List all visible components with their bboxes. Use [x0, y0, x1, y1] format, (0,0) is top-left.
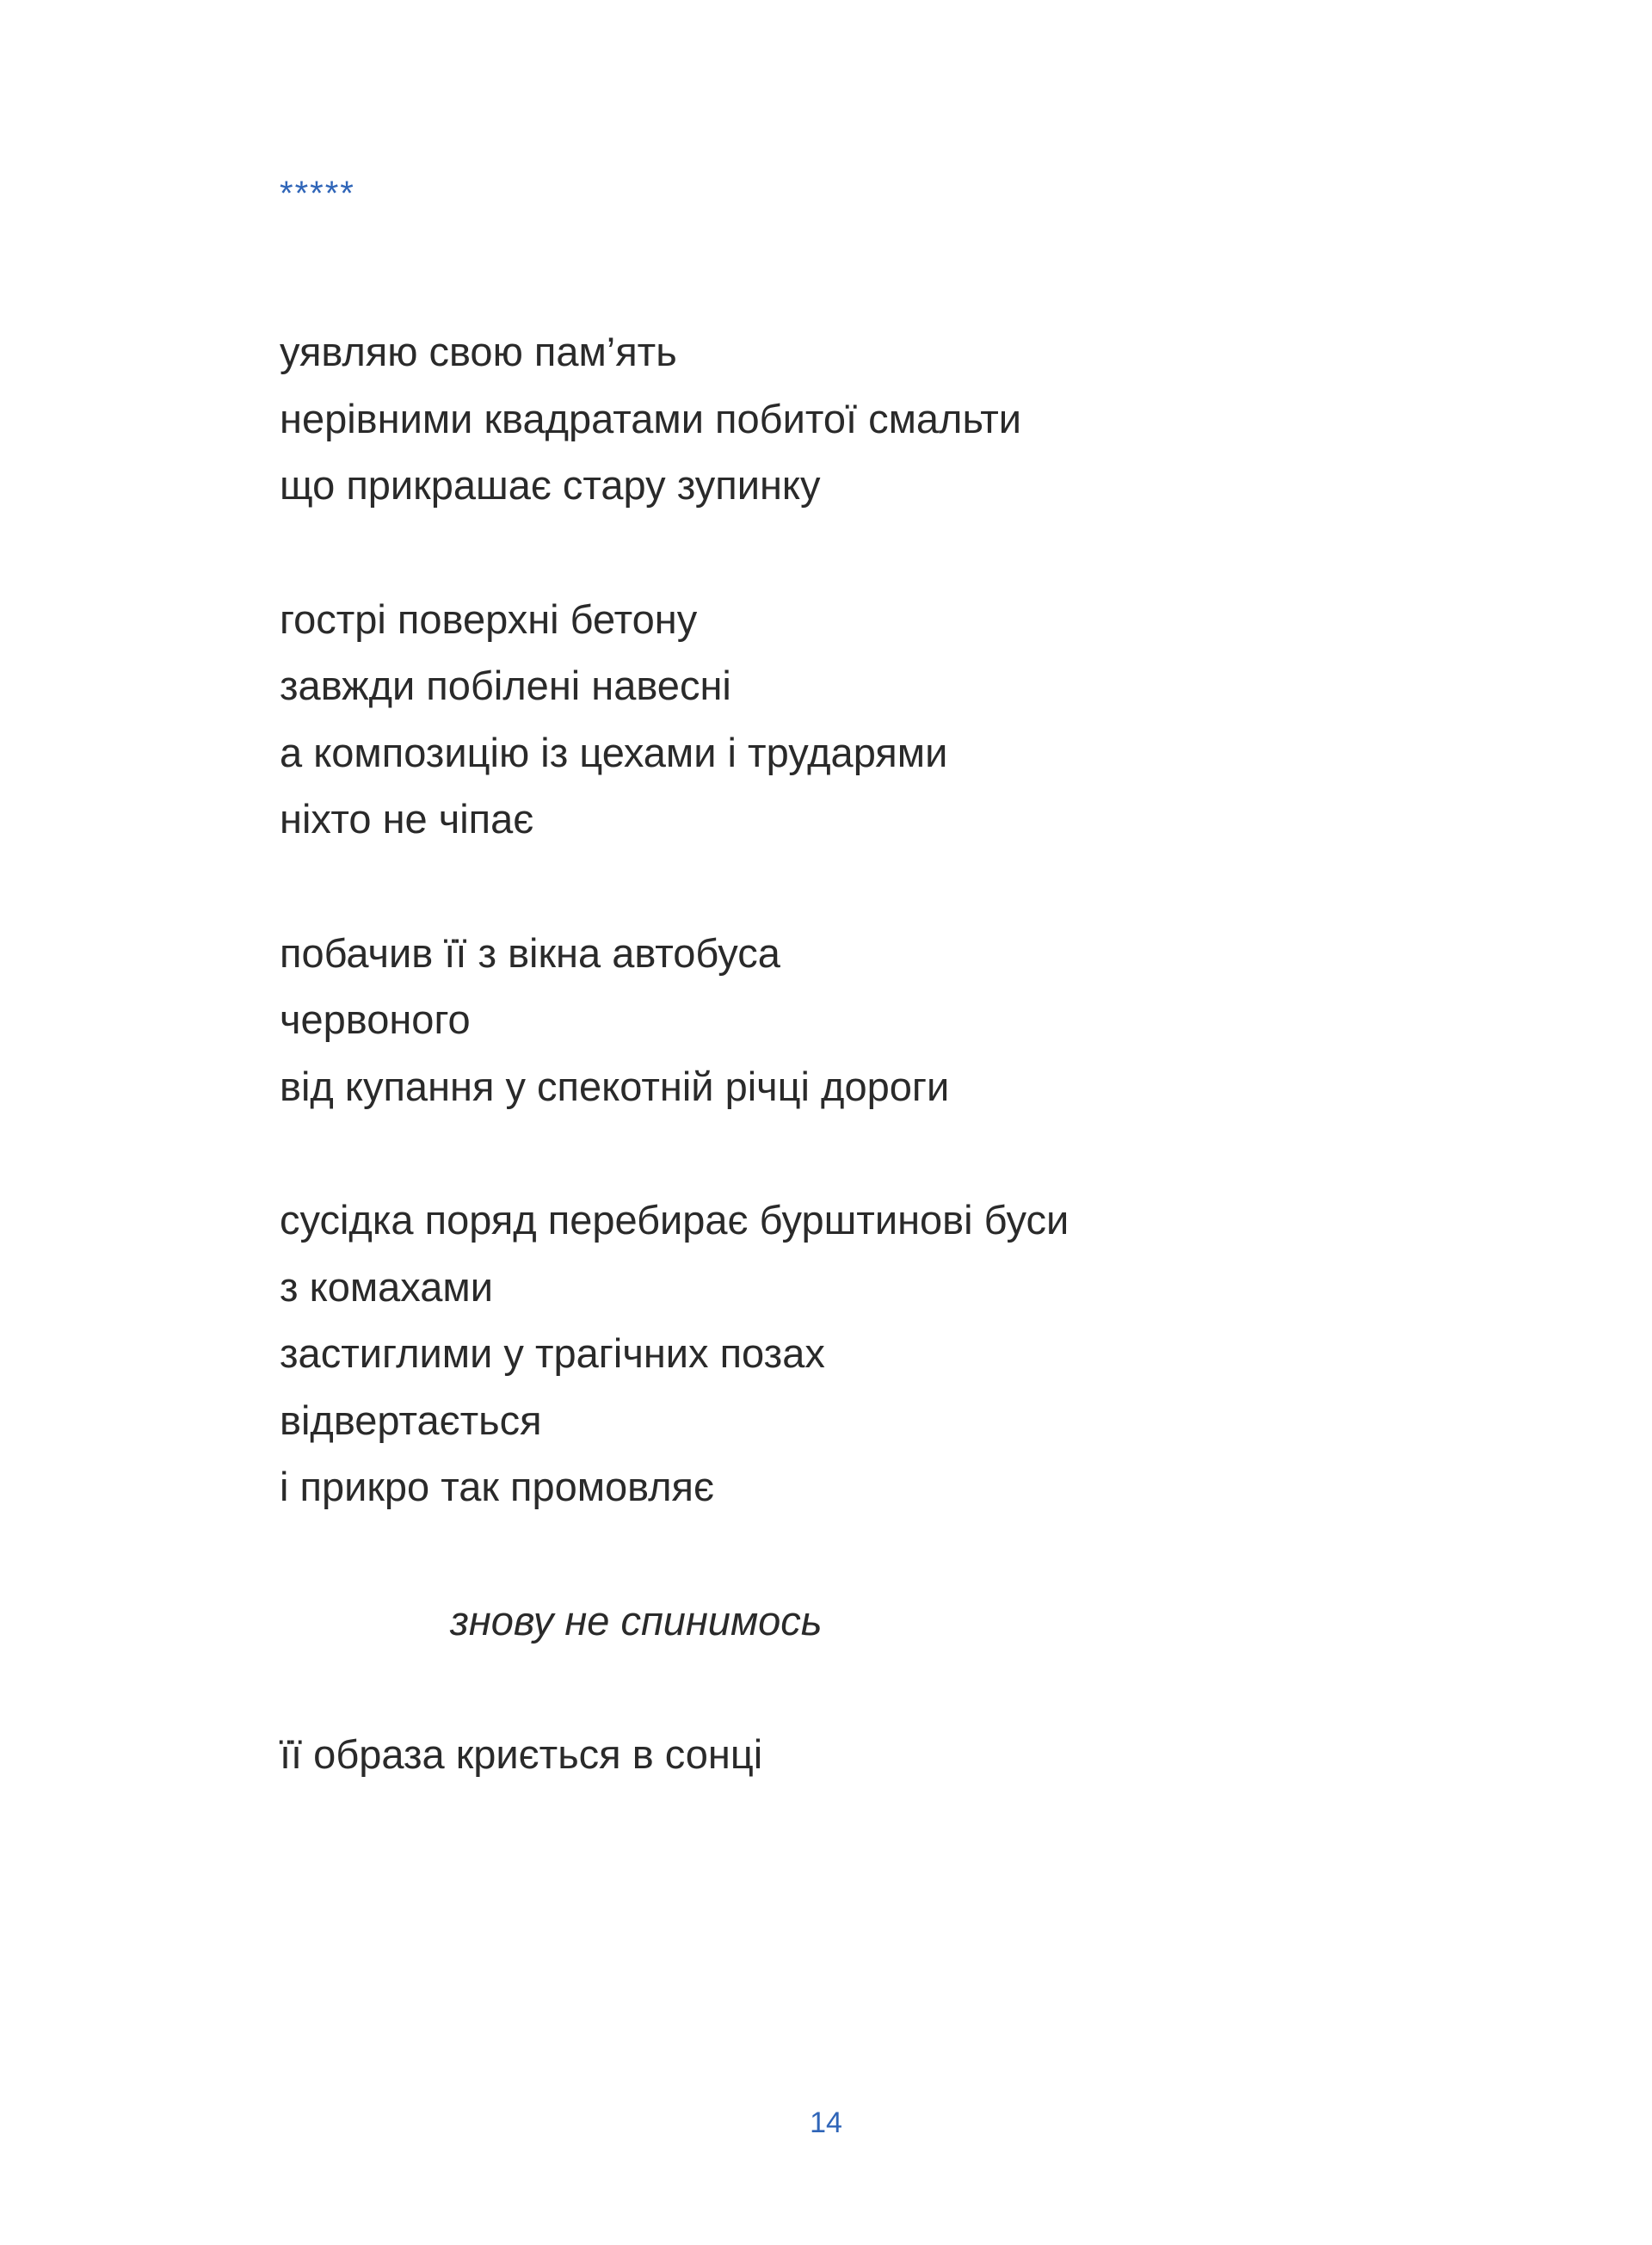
stanza-2	[280, 586, 1484, 853]
poem-line: червоного	[280, 996, 471, 1042]
poem-line: відвертається	[280, 1397, 542, 1443]
poem-line: її образа криється в сонці	[280, 1731, 763, 1777]
poem	[280, 318, 1484, 1855]
poem-line: побачив її з вікна автобуса	[280, 929, 780, 976]
poem-line: від купання у спекотній річці дороги	[280, 1063, 950, 1109]
poem-line: уявляю свою пам’ять	[280, 329, 677, 374]
stanza-6	[280, 1721, 1484, 1788]
stanza-1	[280, 318, 1484, 519]
section-separator: *****	[280, 175, 355, 213]
quoted-speech-line: знову не спинимось	[450, 1597, 823, 1644]
stanza-4	[280, 1187, 1484, 1520]
poem-line: і прикро так промовляє	[280, 1464, 714, 1509]
page-number: 14	[810, 2106, 842, 2139]
poem-line: завжди побілені навесні	[280, 663, 731, 708]
stanza-5-quote	[280, 1588, 1484, 1655]
poem-line: сусідка поряд перебирає бурштинові буси	[280, 1197, 1069, 1243]
poem-line: гострі поверхні бетону	[280, 595, 698, 642]
poem-line: а композицію із цехами і трударями	[280, 729, 948, 775]
stanza-3	[280, 920, 1484, 1120]
poem-line: що прикрашає стару зупинку	[280, 462, 821, 508]
poem-line: нерівними квадратами побитої смальти	[280, 395, 1022, 441]
poem-line: застиглими у трагічних позах	[280, 1330, 825, 1376]
poem-line: ніхто не чіпає	[280, 796, 534, 842]
poem-line: з комахами	[280, 1263, 493, 1310]
